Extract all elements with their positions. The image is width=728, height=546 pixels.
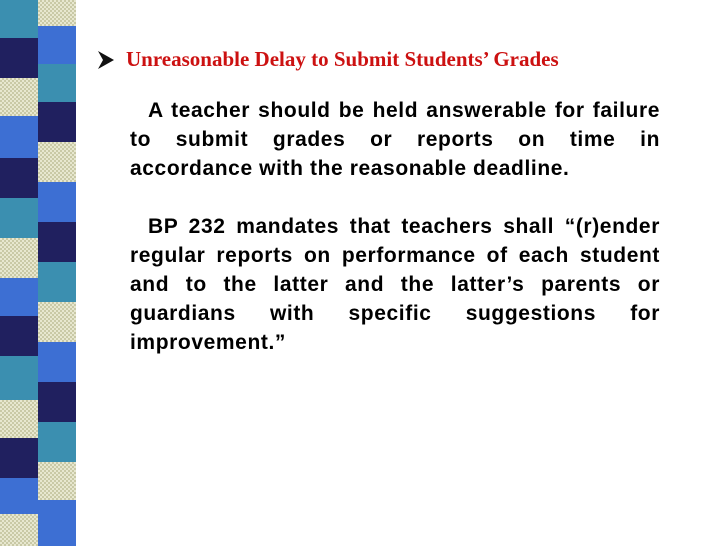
strip-tile [0,0,38,38]
strip-column-right [38,0,76,546]
strip-tile [38,342,76,382]
strip-tile [0,400,38,438]
strip-tile [38,182,76,222]
strip-tile [0,238,38,278]
slide-title: Unreasonable Delay to Submit Students’ Grades [126,46,559,71]
strip-tile [0,356,38,400]
body-paragraph-1: A teacher should be held answerable for failure to submit grades or reports on time in accordance with the reasonable deadline. [130,99,660,180]
strip-tile [38,462,76,500]
strip-tile [38,422,76,462]
strip-tile [0,78,38,116]
strip-tile [0,514,38,546]
slide-title-row [96,44,696,74]
strip-tile [38,262,76,302]
strip-tile [38,26,76,64]
arrow-bullet-icon [96,48,118,70]
strip-tile [38,142,76,182]
body-paragraph-2: BP 232 mandates that teachers shall “(r)ender regular reports on performance of each student and to the latter and the latter’s parents or guardians with specific suggestions for improvement.” [130,215,660,354]
strip-tile [0,158,38,198]
strip-tile [38,102,76,142]
strip-column-left [0,0,38,546]
strip-tile [38,302,76,342]
strip-tile [0,478,38,514]
strip-tile [38,500,76,546]
decorative-side-strip [0,0,76,546]
strip-tile [0,116,38,158]
strip-tile [38,222,76,262]
strip-tile [38,64,76,102]
slide-body [130,96,660,357]
strip-tile [0,316,38,356]
strip-tile [0,38,38,78]
strip-tile [38,382,76,422]
strip-tile [0,438,38,478]
paragraph-spacer [130,183,660,212]
strip-tile [0,278,38,316]
strip-tile [38,0,76,26]
strip-tile [0,198,38,238]
